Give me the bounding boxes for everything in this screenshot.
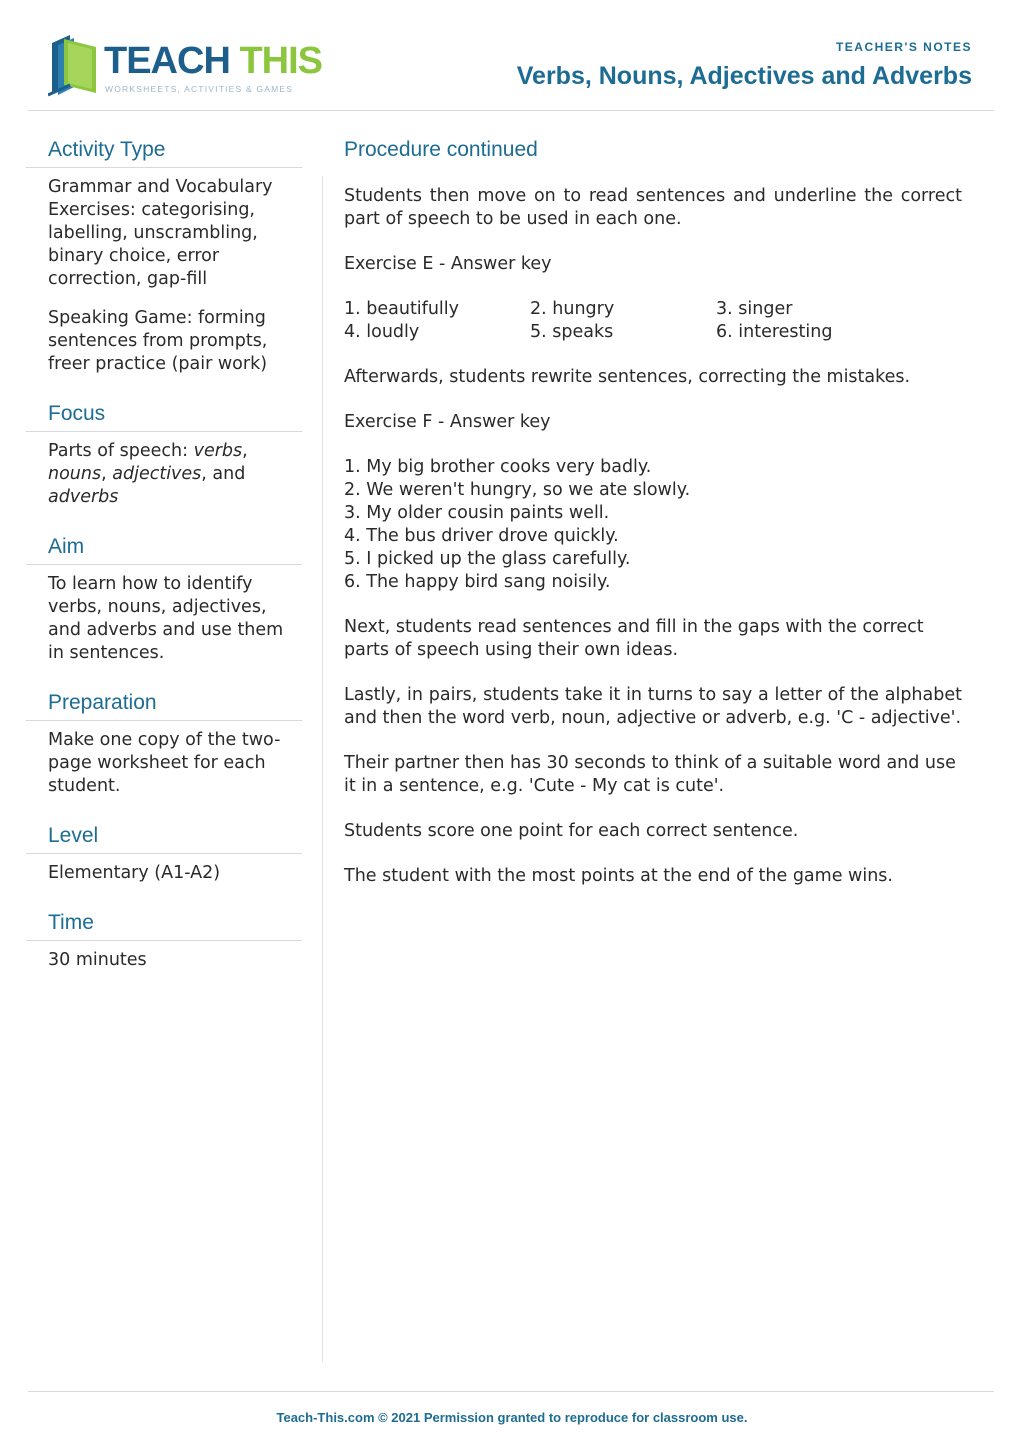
activity-type-speaking-text: Speaking Game: forming sentences from prompts, freer practice (pair work): [48, 308, 268, 374]
exercise-e-answer-grid: [344, 298, 962, 344]
exercise-f-answer-list: [344, 456, 962, 594]
teachers-notes-label: TEACHER'S NOTES: [835, 40, 972, 54]
page-title: Verbs, Nouns, Adjectives and Adverbs: [516, 62, 972, 90]
answer-item: 5. speaks: [530, 322, 614, 342]
aim-section: [26, 531, 302, 665]
time-text: 30 minutes: [48, 950, 147, 970]
answer-item: 4. The bus driver drove quickly.: [344, 526, 619, 546]
procedure-paragraph: Their partner then has 30 seconds to think of a suitable word and use it in a sentence, e.g. 'Cute - My cat is cute'.: [344, 753, 956, 796]
teach-this-logo[interactable]: [48, 33, 323, 97]
logo-wordmark: [104, 39, 322, 83]
procedure-heading: Procedure continued: [344, 138, 538, 161]
procedure-paragraph: Lastly, in pairs, students take it in turns to say a letter of the alphabet and then the word verb, noun, adjective or adverb, e.g. 'C - adjective'.: [344, 685, 962, 728]
answer-item: 4. loudly: [344, 322, 420, 342]
focus-sep: ,: [242, 441, 248, 461]
focus-word-verbs: verbs: [193, 441, 243, 461]
answer-item: 6. interesting: [716, 322, 833, 342]
preparation-section: [26, 687, 302, 798]
procedure-paragraph: Students then move on to read sentences and underline the correct part of speech to be used in each one.: [344, 186, 962, 229]
procedure-paragraph: Next, students read sentences and fill in the gaps with the correct parts of speech using their own ideas.: [344, 617, 924, 660]
time-heading: Time: [26, 907, 302, 941]
level-heading: Level: [26, 820, 302, 854]
header-divider: [28, 110, 994, 111]
answer-item: 3. singer: [716, 299, 793, 319]
answer-item: 1. My big brother cooks very badly.: [344, 457, 652, 477]
preparation-text: Make one copy of the two-page worksheet for each student.: [48, 730, 281, 796]
logo-tagline: WORKSHEETS, ACTIVITIES & GAMES: [105, 84, 294, 94]
activity-type-heading: Activity Type: [26, 134, 302, 168]
focus-word-adjectives: adjectives: [112, 464, 202, 484]
answer-item: 5. I picked up the glass carefully.: [344, 549, 631, 569]
logo-teach-text: TEACH: [104, 40, 230, 82]
focus-word-nouns: nouns: [48, 464, 102, 484]
answer-item: 2. hungry: [530, 299, 615, 319]
focus-sep: ,: [101, 464, 113, 484]
activity-type-section: [26, 134, 302, 376]
focus-text: [48, 440, 302, 509]
focus-heading: Focus: [26, 398, 302, 432]
main-content: [344, 134, 962, 910]
answer-item: 3. My older cousin paints well.: [344, 503, 610, 523]
focus-sep: , and: [201, 464, 246, 484]
answer-item: 2. We weren't hungry, so we ate slowly.: [344, 480, 691, 500]
answer-item: 1. beautifully: [344, 299, 460, 319]
sidebar: [26, 134, 302, 994]
book-logo-icon: [48, 33, 102, 97]
aim-text: To learn how to identify verbs, nouns, adjectives, and adverbs and use them in sentences.: [48, 574, 284, 663]
procedure-paragraph: The student with the most points at the end of the game wins.: [344, 866, 893, 886]
exercise-f-label: Exercise F - Answer key: [344, 412, 551, 432]
footer-copyright: Teach-This.com © 2021 Permission granted to reproduce for classroom use.: [276, 1410, 748, 1425]
footer-divider: [28, 1391, 994, 1392]
focus-prefix: Parts of speech:: [48, 441, 194, 461]
preparation-heading: Preparation: [26, 687, 302, 721]
page-header: [0, 0, 1024, 112]
procedure-paragraph: Students score one point for each correct sentence.: [344, 821, 799, 841]
activity-type-text: Grammar and Vocabulary Exercises: categorising, labelling, unscrambling, binary choice, error correction, gap-fill: [48, 177, 273, 289]
logo-this-text: THIS: [239, 40, 323, 82]
time-section: [26, 907, 302, 972]
procedure-paragraph: Afterwards, students rewrite sentences, correcting the mistakes.: [344, 367, 911, 387]
exercise-e-label: Exercise E - Answer key: [344, 254, 552, 274]
focus-word-adverbs: adverbs: [48, 487, 119, 507]
aim-heading: Aim: [26, 531, 302, 565]
focus-section: [26, 398, 302, 509]
column-divider: [322, 176, 323, 1362]
level-section: [26, 820, 302, 885]
level-text: Elementary (A1-A2): [48, 863, 221, 883]
answer-item: 6. The happy bird sang noisily.: [344, 572, 611, 592]
